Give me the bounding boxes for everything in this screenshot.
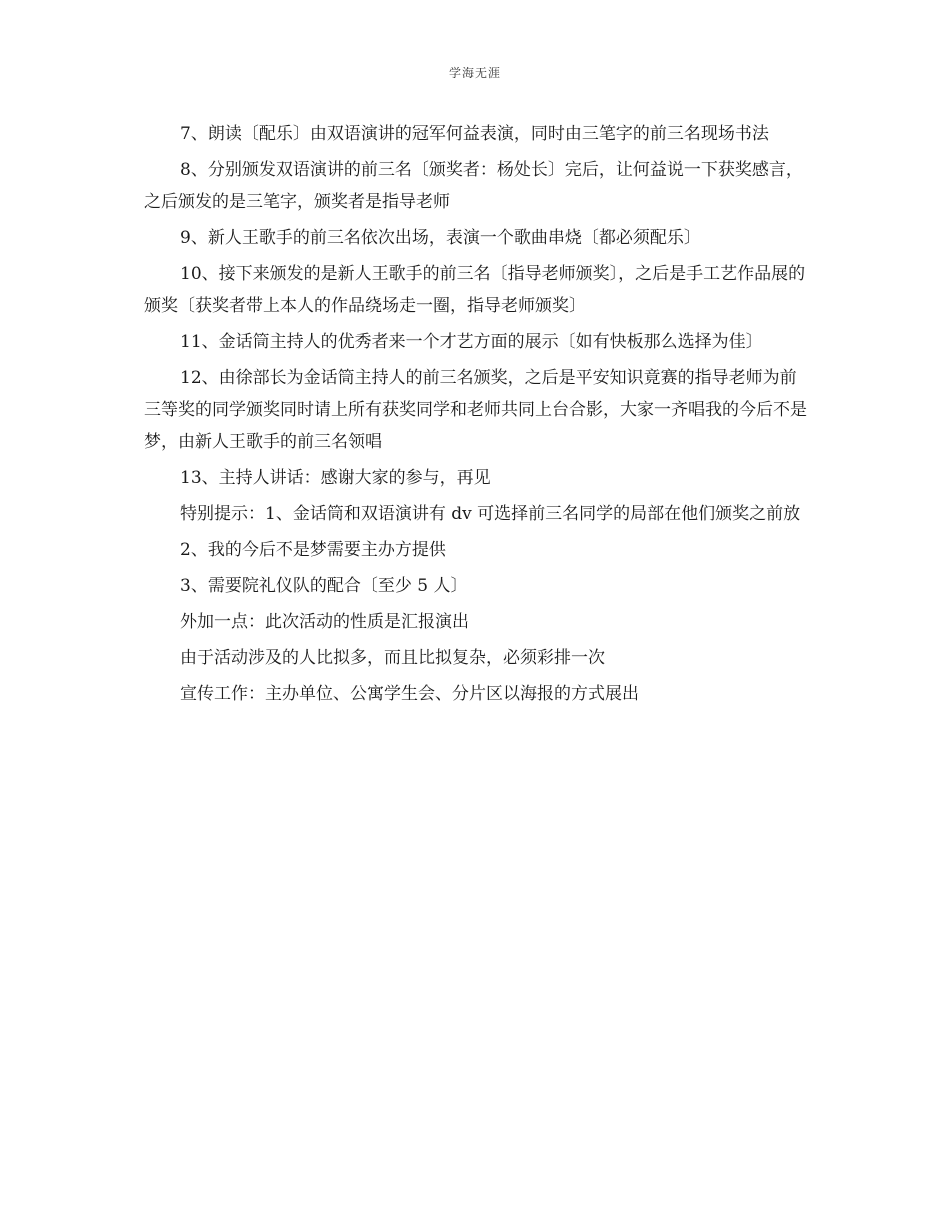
paragraph-item-11: 11、金话筒主持人的优秀者来一个才艺方面的展示〔如有快板那么选择为佳〕	[180, 332, 763, 352]
paragraph-item-8: 8、分别颁发双语演讲的前三名〔颁奖者：杨处长〕完后，让何益说一下获奖感言，之后颁发的是三笔字，颁奖者是指导老师	[144, 160, 803, 212]
additional-note: 外加一点：此次活动的性质是汇报演出	[180, 612, 469, 632]
special-note-2: 2、我的今后不是梦需要主办方提供	[180, 540, 446, 560]
page-header: 学海无涯	[448, 66, 501, 80]
paragraph-item-7: 7、朗读〔配乐〕由双语演讲的冠军何益表演，同时由三笔字的前三名现场书法	[180, 124, 769, 144]
special-note-1: 特别提示：1、金话筒和双语演讲有 dv 可选择前三名同学的局部在他们颁奖之前放	[180, 504, 801, 524]
rehearsal-note: 由于活动涉及的人比拟多，而且比拟复杂，必须彩排一次	[180, 648, 605, 668]
special-note-3: 3、需要院礼仪队的配合〔至少 5 人〕	[180, 576, 468, 596]
paragraph-item-10: 10、接下来颁发的是新人王歌手的前三名〔指导老师颁奖〕，之后是手工艺作品展的颁奖〔获奖者带上本人的作品绕场走一圈，指导老师颁奖〕	[144, 264, 806, 316]
paragraph-item-9: 9、新人王歌手的前三名依次出场，表演一个歌曲串烧〔都必须配乐〕	[180, 228, 701, 248]
paragraph-item-13: 13、主持人讲话：感谢大家的参与，再见	[180, 468, 491, 488]
paragraph-item-12: 12、由徐部长为金话筒主持人的前三名颁奖，之后是平安知识竟赛的指导老师为前三等奖的同学颁奖同时请上所有获奖同学和老师共同上台合影，大家一齐唱我的今后不是梦，由新人王歌手的前三名领唱	[144, 368, 807, 452]
publicity-note: 宣传工作：主办单位、公寓学生会、分片区以海报的方式展出	[180, 684, 639, 704]
document-body	[144, 118, 808, 714]
